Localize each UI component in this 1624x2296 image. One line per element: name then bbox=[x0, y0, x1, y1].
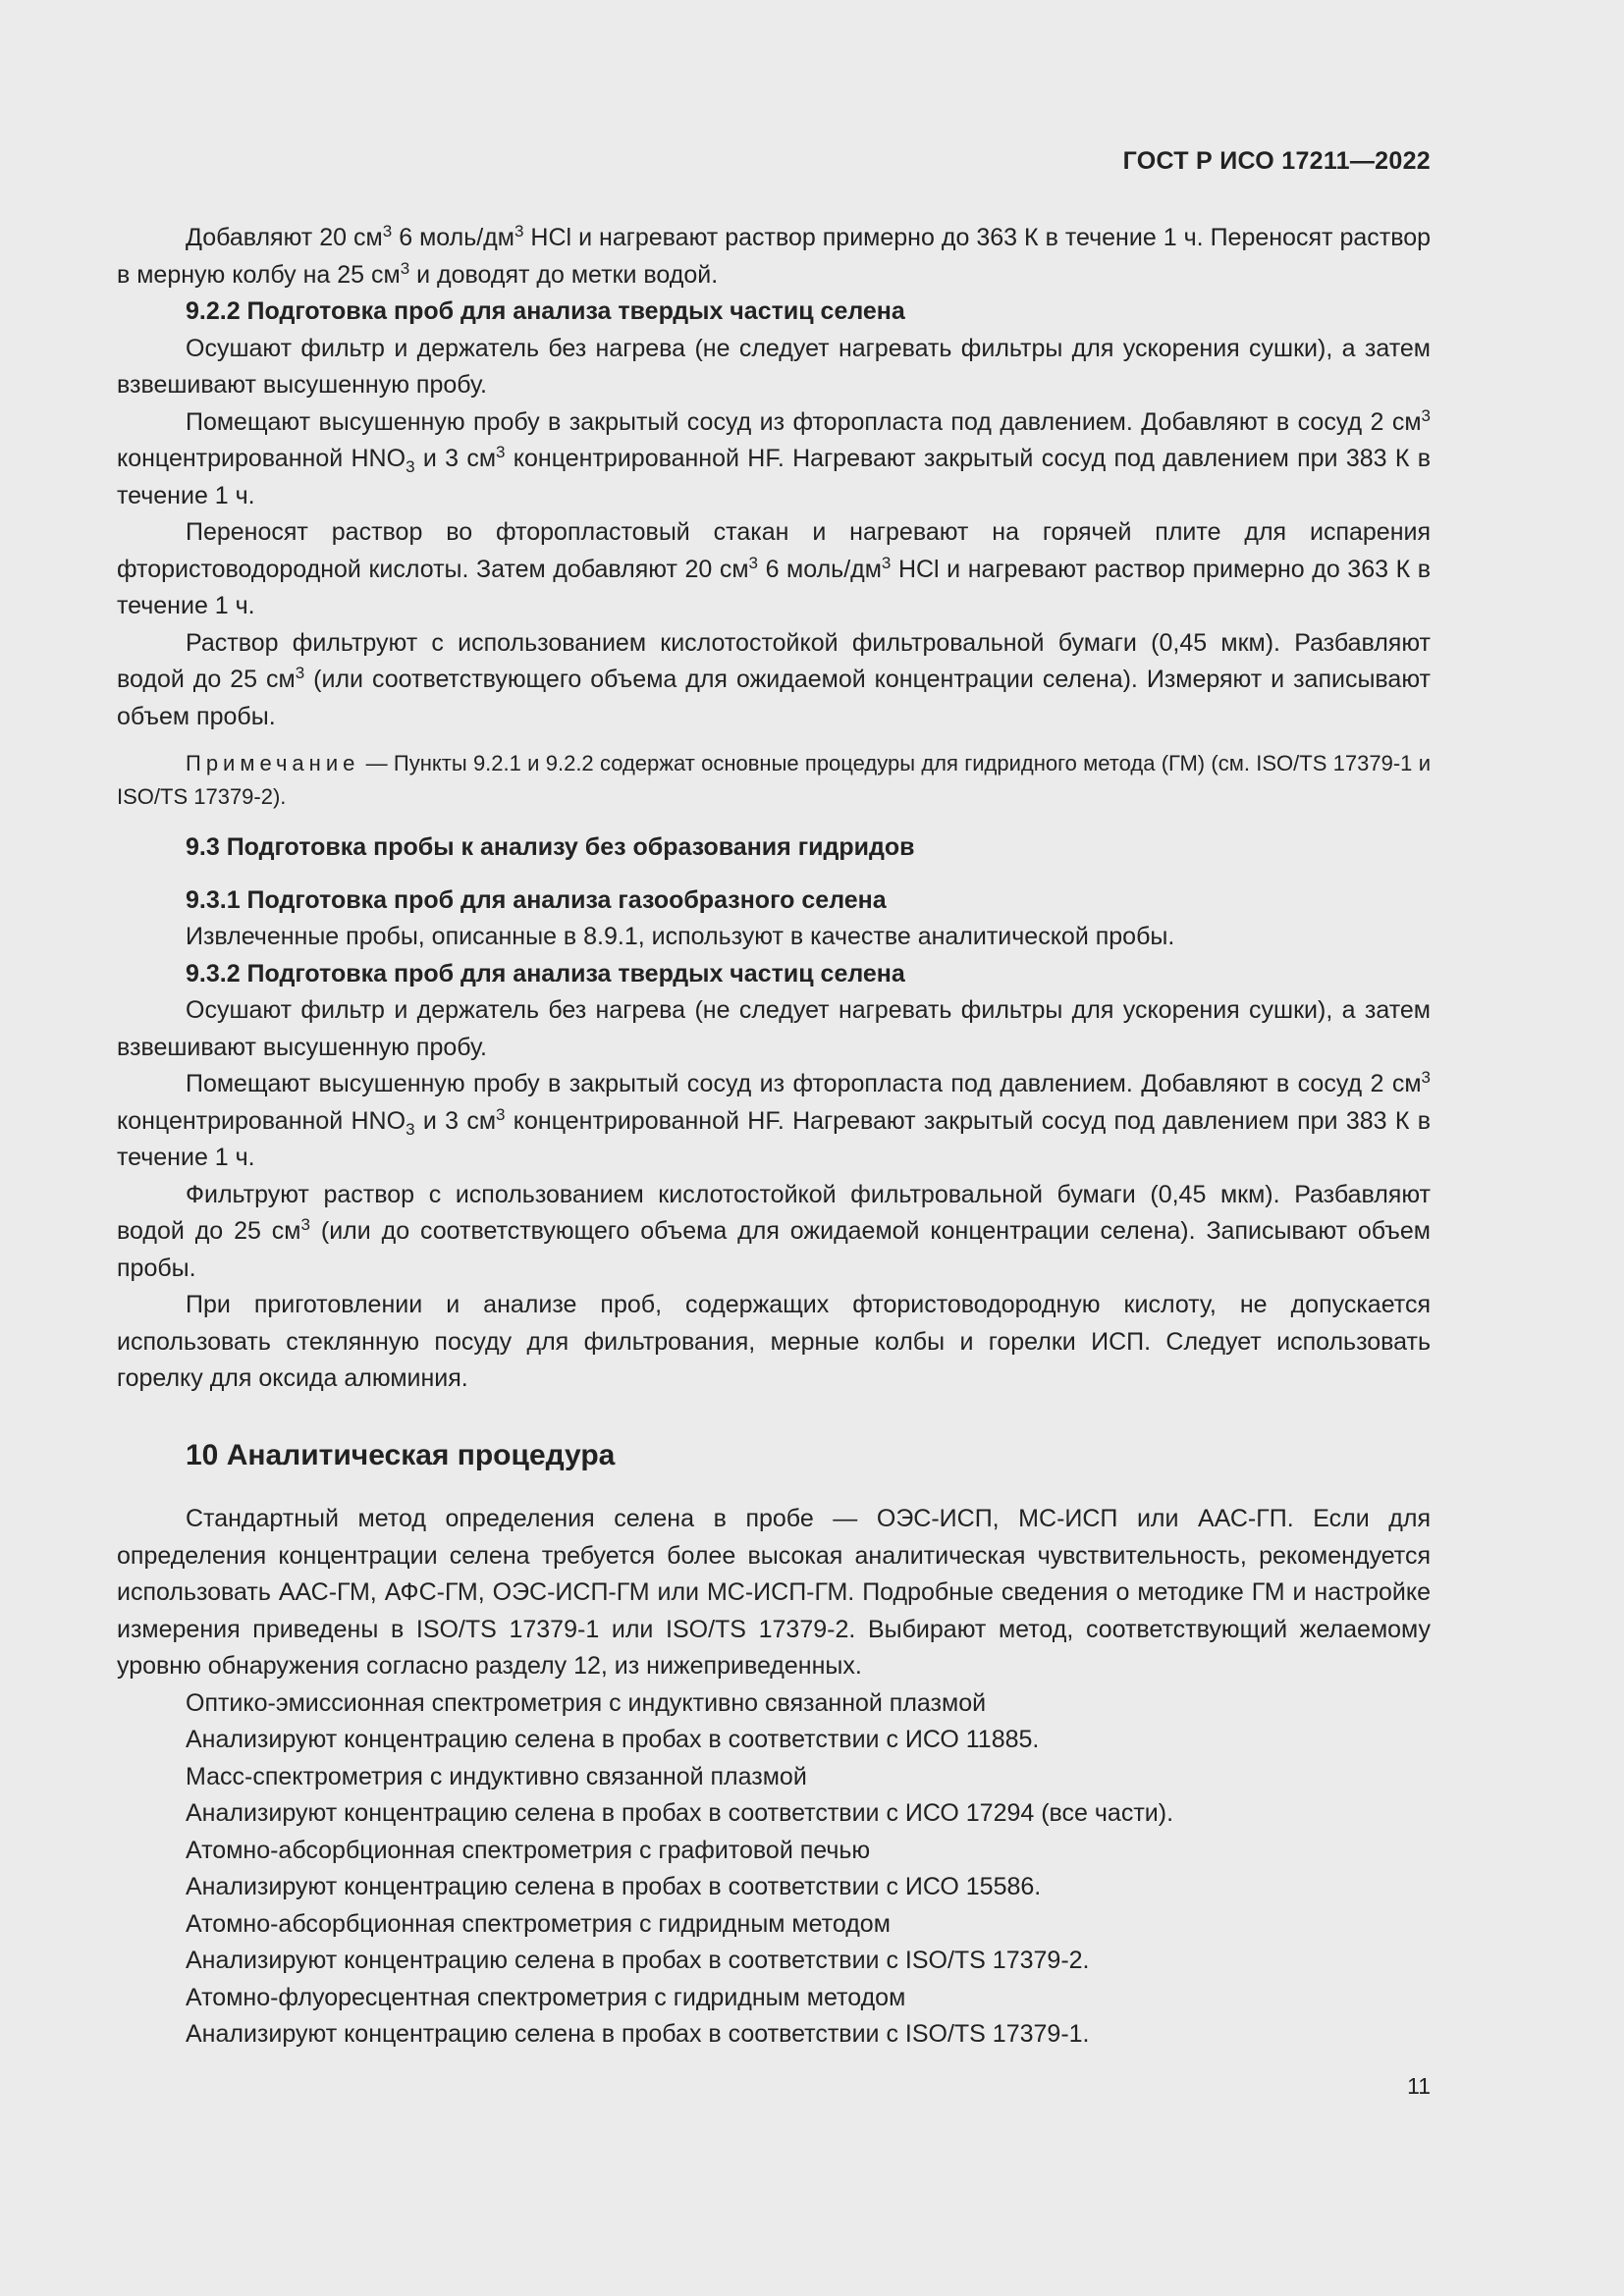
list-item: Анализируют концентрацию селена в пробах в соответствии с ИСО 11885. bbox=[186, 1726, 1040, 1753]
list-item: Атомно-абсорбционная спектрометрия с графитовой печью bbox=[186, 1836, 871, 1864]
document-header: ГОСТ Р ИСО 17211—2022 bbox=[1122, 147, 1431, 175]
list-item: Атомно-абсорбционная спектрометрия с гидридным методом bbox=[186, 1909, 891, 1938]
paragraph: Помещают высушенную пробу в закрытый сосуд из фторопласта под давлением. Добавляют в сосуд 2 $см^3$ концентрированной $HNO_3$ и 3 $см^3$ концентрированной HF. Нагревают закрытый сосуд под давлением при 383 К в течение 1 ч. bbox=[117, 1068, 1431, 1171]
note-label: Примечание bbox=[186, 751, 360, 775]
paragraph: Помещают высушенную пробу в закрытый сосуд из фторопласта под давлением. Добавляют в сосуд 2 $см^3$ концентрированной $HNO_3$ и 3 $см^3$ концентрированной HF. Нагревают закрытый сосуд под давлением при 383 К в течение 1 ч. bbox=[117, 405, 1431, 509]
list-item: Оптико-эмиссионная спектрометрия с индуктивно связанной плазмой bbox=[186, 1688, 987, 1717]
list-item: Анализируют концентрацию селена в пробах в соответствии с ИСО 17294 (все части). bbox=[186, 1799, 1174, 1827]
paragraph: Осушают фильтр и держатель без нагрева (не следует нагревать фильтры для ускорения сушки), а затем взвешивают высушенную пробу. bbox=[117, 334, 1431, 399]
paragraph: Переносят раствор во фторопластовый стакан и нагревают на горячей плите для испарения фтористоводородной кислоты. Затем добавляют 20 $см^3$ 6 моль/$дм^3$ HCl и нагревают раствор примерно до 363 К в течение 1 ч. bbox=[117, 518, 1431, 619]
subsection-heading-9-3: 9.3 Подготовка пробы к анализу без образования гидридов bbox=[186, 833, 915, 861]
list-item: Анализируют концентрацию селена в пробах в соответствии с ИСО 15586. bbox=[186, 1873, 1042, 1900]
subsection-heading-9-3-1: 9.3.1 Подготовка проб для анализа газообразного селена bbox=[186, 885, 887, 914]
paragraph: Осушают фильтр и держатель без нагрева (не следует нагревать фильтры для ускорения сушки), а затем взвешивают высушенную пробу. bbox=[117, 996, 1431, 1061]
note: Примечание — Пункты 9.2.1 и 9.2.2 содержат основные процедуры для гидридного метода (ГМ) (см. ISO/TS 17379-1 и ISO/TS 17379-2). bbox=[117, 751, 1431, 809]
list-item: Масс-спектрометрия с индуктивно связанной плазмой bbox=[186, 1762, 807, 1790]
page-content bbox=[117, 220, 1431, 2054]
paragraph: Стандартный метод определения селена в пробе — ОЭС-ИСП, МС-ИСП или ААС-ГП. Если для определения концентрации селена требуется более высокая аналитическая чувствительность, рекомендуется использовать ААС-ГМ, АФС-ГМ, ОЭС-ИСП-ГМ или МС-ИСП-ГМ. Подробные сведения о методике ГМ и настройке измерения приведены в ISO/TS 17379-1 или ISO/TS 17379-2. Выбирают метод, соответствующий желаемому уровню обнаружения согласно разделу 12, из нижеприведенных. bbox=[117, 1505, 1431, 1680]
section-heading-10: 10 Аналитическая процедура bbox=[186, 1438, 616, 1471]
paragraph: Добавляют 20 $см^3$ 6 моль/$дм^3$ HCl и нагревают раствор примерно до 363 К в течение 1 ч. Переносят раствор в мерную колбу на 25 $см^3$ и доводят до метки водой. bbox=[117, 222, 1432, 289]
page-number: 11 bbox=[1407, 2073, 1431, 2099]
paragraph: Раствор фильтруют с использованием кислотостойкой фильтровальной бумаги (0,45 мкм). Разбавляют водой до 25 $см^3$ (или соответствующего объема для ожидаемой концентрации селена). Измеряют и записывают объем пробы. bbox=[117, 628, 1431, 730]
paragraph: Извлеченные пробы, описанные в 8.9.1, используют в качестве аналитической пробы. bbox=[186, 923, 1175, 950]
list-item: Анализируют концентрацию селена в пробах в соответствии с ISO/TS 17379-1. bbox=[186, 2020, 1090, 2048]
list-item: Анализируют концентрацию селена в пробах в соответствии с ISO/TS 17379-2. bbox=[186, 1947, 1090, 1974]
list-item: Атомно-флуоресцентная спектрометрия с гидридным методом bbox=[186, 1983, 906, 2011]
subsection-heading-9-2-2: 9.2.2 Подготовка проб для анализа твердых частиц селена bbox=[186, 297, 905, 325]
paragraph: При приготовлении и анализе проб, содержащих фтористоводородную кислоту, не допускается использовать стеклянную посуду для фильтрования, мерные колбы и горелки ИСП. Следует использовать горелку для оксида алюминия. bbox=[117, 1291, 1431, 1392]
subsection-heading-9-3-2: 9.3.2 Подготовка проб для анализа твердых частиц селена bbox=[186, 959, 905, 988]
paragraph: Фильтруют раствор с использованием кислотостойкой фильтровальной бумаги (0,45 мкм). Разбавляют водой до 25 $см^3$ (или до соответствующего объема для ожидаемой концентрации селена). Записывают объем пробы. bbox=[117, 1180, 1431, 1282]
